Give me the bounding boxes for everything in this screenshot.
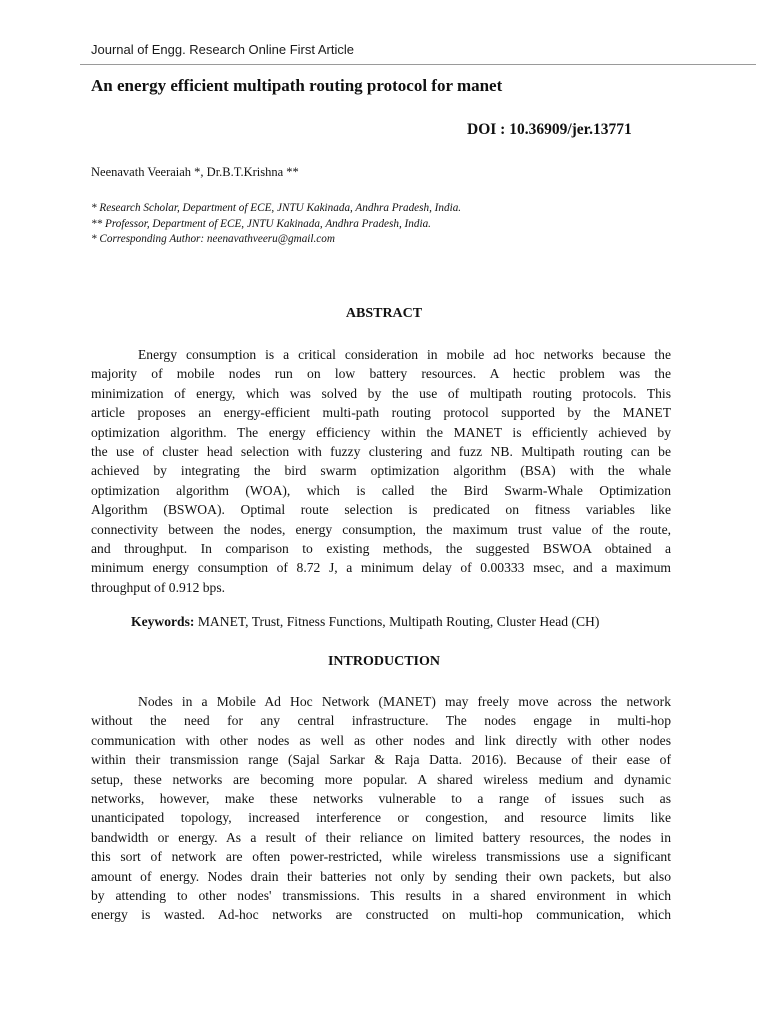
affiliation-line: ** Professor, Department of ECE, JNTU Kakinada, Andhra Pradesh, India. [91, 217, 431, 230]
paragraph-line: Nodes in a Mobile Ad Hoc Network (MANET) may freely move across the network [138, 694, 671, 709]
paragraph-line: minimum energy consumption of 8.72 J, a minimum delay of 0.00333 msec, and a maximum [91, 560, 671, 576]
paragraph-line: by attending to other nodes' transmissions. This results in a shared environment in which [91, 888, 671, 904]
introduction-paragraph [91, 692, 671, 925]
paragraph-line: article proposes an energy-efficient multi-path routing protocol supported by the MANET [91, 405, 671, 421]
paragraph-line: within their transmission range (Sajal Sarkar & Raja Datta. 2016). Because of their ease of [91, 752, 671, 768]
article-doi: DOI : 10.36909/jer.13771 [467, 121, 632, 138]
keywords-list: MANET, Trust, Fitness Functions, Multipath Routing, Cluster Head (CH) [197, 614, 600, 629]
article-authors: Neenavath Veeraiah *, Dr.B.T.Krishna ** [91, 165, 299, 179]
paragraph-line: minimization of energy, which was solved by the use of multipath routing protocols. This [91, 385, 671, 401]
paragraph-line: connectivity between the nodes, energy consumption, the maximum trust value of the route, [91, 521, 671, 537]
paragraph-line: optimization algorithm. The energy efficiency within the MANET is efficiently achieved by [91, 424, 671, 440]
paragraph-line: majority of mobile nodes run on low battery resources. A hectic problem was the [91, 366, 671, 382]
paragraph-line: energy is wasted. Ad-hoc networks are constructed on multi-hop communication, which [91, 907, 671, 923]
header-divider [80, 64, 756, 65]
corresponding-author-line: * Corresponding Author: neenavathveeru@gmail.com [91, 233, 335, 245]
paragraph-line: throughput of 0.912 bps. [91, 579, 226, 595]
paragraph-line: networks, however, make these networks vulnerable to a range of issues such as [91, 791, 671, 807]
running-header: Journal of Engg. Research Online First Article [91, 42, 355, 57]
article-title: An energy efficient multipath routing protocol for manet [91, 76, 503, 95]
paragraph-line: Algorithm (BSWOA). Optimal route selection is predicated on fitness variables like [91, 502, 671, 518]
introduction-heading: INTRODUCTION [327, 654, 440, 669]
paragraph-line: this sort of network are often power-restricted, while wireless transmissions use a significant [91, 849, 671, 865]
paragraph-line: without the need for any central infrastructure. The nodes engage in multi-hop [91, 713, 671, 729]
paragraph-line: achieved by integrating the bird swarm optimization algorithm (BSA) with the whale [91, 463, 671, 479]
paragraph-line: amount of energy. Nodes drain their batteries not only by sending their own packets, but also [91, 868, 671, 884]
author-affiliations [91, 201, 461, 248]
paragraph-line: unanticipated topology, increased interference or congestion, and resource limits like [91, 810, 671, 826]
paragraph-line: Energy consumption is a critical consideration in mobile ad hoc networks because the [138, 347, 671, 362]
abstract-paragraph [91, 345, 671, 597]
paragraph-line: bandwidth or energy. As a result of their reliance on limited battery resources, the nodes in [91, 829, 671, 845]
paragraph-line: and throughput. In comparison to existing methods, the suggested BSWOA obtained a [91, 541, 671, 557]
affiliation-line: * Research Scholar, Department of ECE, JNTU Kakinada, Andhra Pradesh, India. [91, 202, 462, 214]
abstract-heading: ABSTRACT [345, 306, 423, 321]
paragraph-line: communication with other nodes as well as other nodes and link directly with other nodes [91, 732, 671, 748]
keywords-line [131, 614, 599, 630]
paragraph-line: the use of cluster head selection with fuzzy clustering and fuzz NB. Multipath routing can be [91, 444, 671, 460]
paragraph-line: setup, these networks are becoming more popular. A shared wireless medium and dynamic [91, 771, 671, 787]
keywords-label: Keywords: [131, 614, 195, 629]
paragraph-line: optimization algorithm (WOA), which is called the Bird Swarm-Whale Optimization [91, 482, 671, 498]
